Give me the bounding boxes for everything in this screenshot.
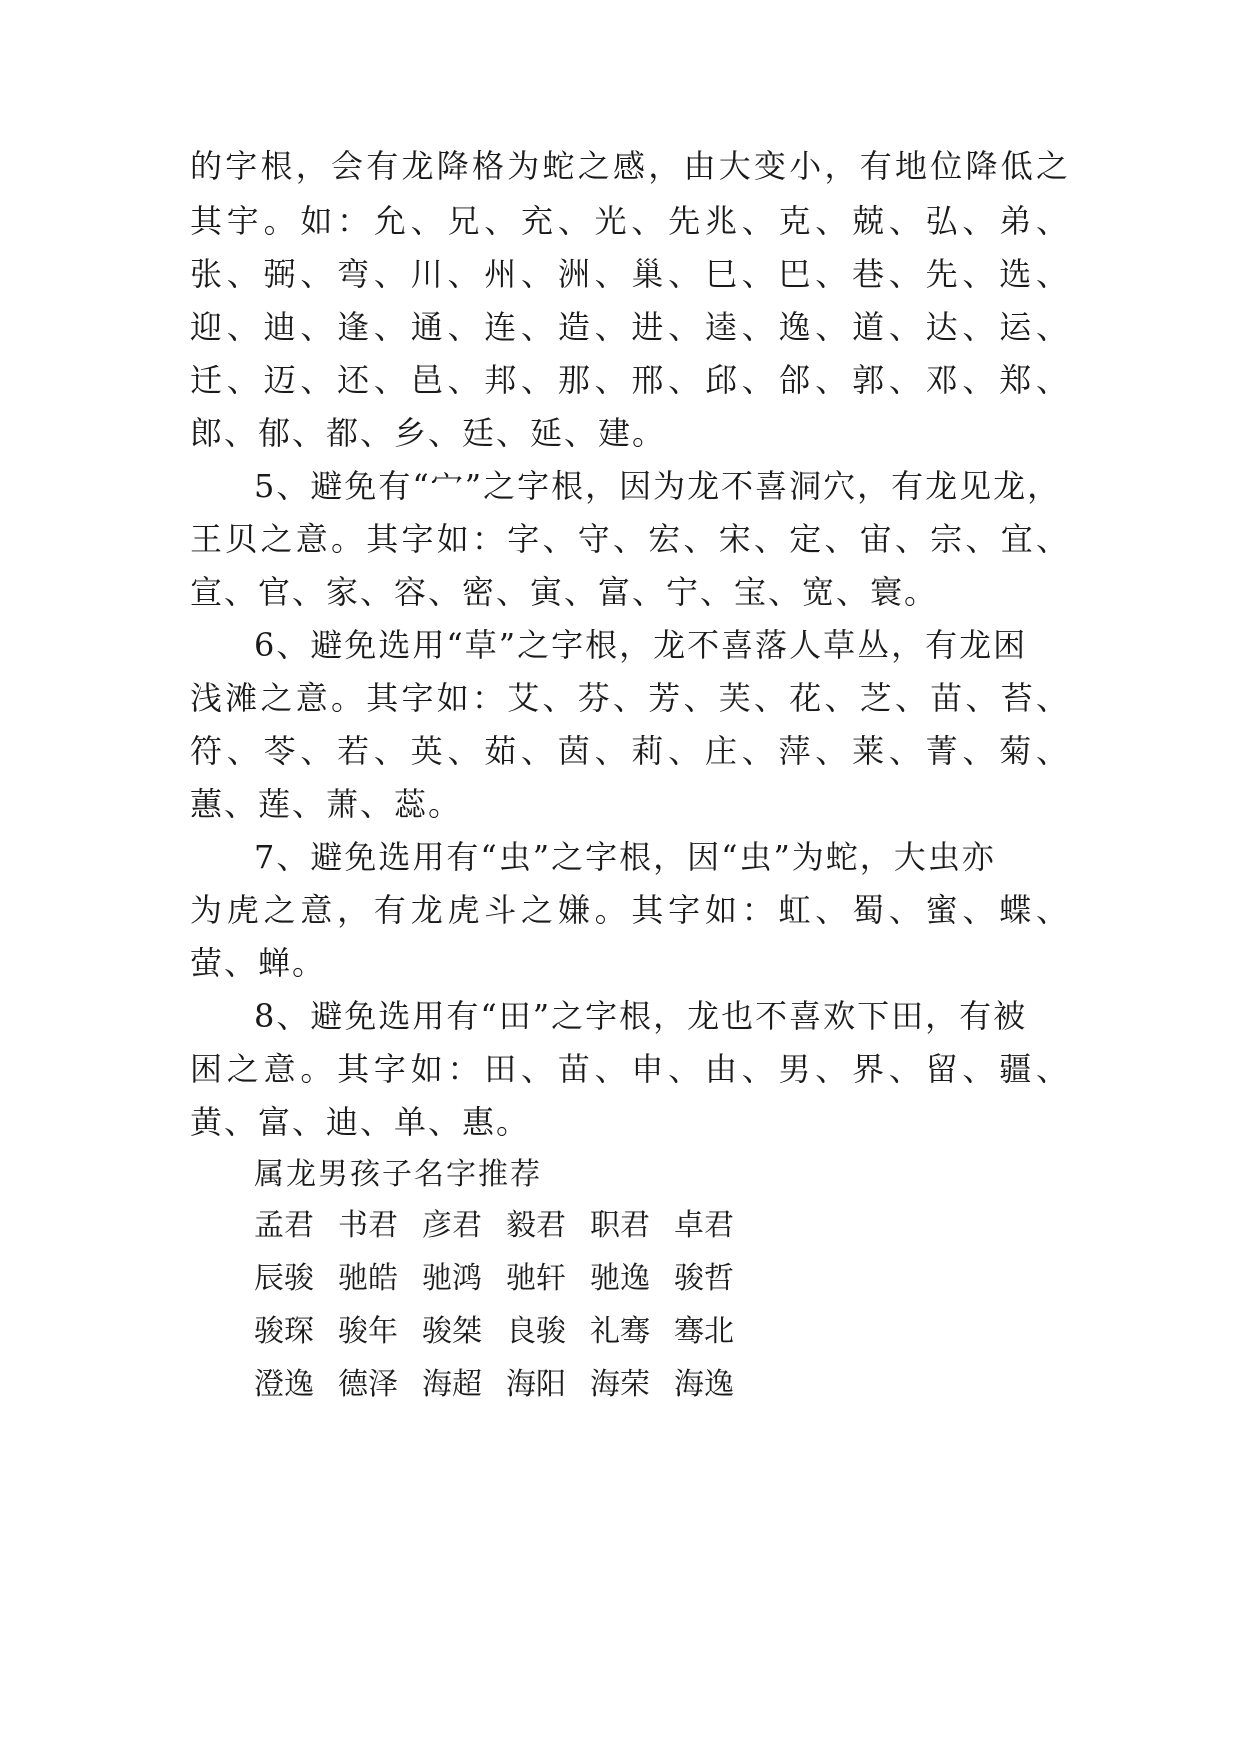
name-item: 骏琛 xyxy=(254,1314,314,1349)
paragraph-6-start: 6、避免选用“草”之字根，龙不喜落人草丛，有龙困 xyxy=(254,626,1028,664)
paragraph-7-start: 7、避免选用有“虫”之字根，因“虫”为蛇，大虫亦 xyxy=(254,838,996,876)
name-row xyxy=(254,1259,758,1299)
name-item: 骏桀 xyxy=(422,1314,482,1349)
name-item: 卓君 xyxy=(674,1208,734,1243)
name-item: 辰骏 xyxy=(254,1261,314,1296)
name-item: 骏哲 xyxy=(674,1261,734,1296)
name-list-heading: 属龙男孩子名字推荐 xyxy=(254,1157,542,1192)
name-row xyxy=(254,1365,758,1405)
name-item: 海超 xyxy=(422,1367,482,1402)
text-line: 张、弼、弯、川、州、洲、巢、巳、巴、巷、先、选、 xyxy=(190,255,1070,293)
name-item: 职君 xyxy=(590,1208,650,1243)
text-line: 困之意。其字如：田、苗、申、由、男、界、留、疆、 xyxy=(190,1050,1070,1088)
name-item: 书君 xyxy=(338,1208,398,1243)
name-item: 驰逸 xyxy=(590,1261,650,1296)
name-item: 毅君 xyxy=(506,1208,566,1243)
name-item: 驰鸿 xyxy=(422,1261,482,1296)
name-row xyxy=(254,1206,758,1246)
name-item: 海荣 xyxy=(590,1367,650,1402)
name-item: 驰轩 xyxy=(506,1261,566,1296)
text-line: 萤、蝉。 xyxy=(190,944,327,982)
paragraph-8-start: 8、避免选用有“田”之字根，龙也不喜欢下田，有被 xyxy=(254,997,1028,1035)
paragraph-5-start: 5、避免有“宀”之字根，因为龙不喜洞穴，有龙见龙， xyxy=(254,467,1062,505)
name-row xyxy=(254,1312,758,1352)
name-item: 骏年 xyxy=(338,1314,398,1349)
text-line: 符、苓、若、英、茹、茵、莉、庄、萍、莱、菁、菊、 xyxy=(190,732,1070,770)
name-item: 彦君 xyxy=(422,1208,482,1243)
name-item: 海逸 xyxy=(674,1367,734,1402)
text-line: 的字根，会有龙降格为蛇之感，由大变小，有地位降低之 xyxy=(190,147,1070,185)
text-line: 蕙、莲、萧、蕊。 xyxy=(190,785,463,823)
text-line: 宣、官、家、容、密、寅、富、宁、宝、宽、寰。 xyxy=(190,573,939,611)
text-line: 为虎之意，有龙虎斗之嫌。其字如：虹、蜀、蜜、蝶、 xyxy=(190,891,1070,929)
text-line: 浅滩之意。其字如：艾、芬、芳、芙、花、芝、苗、苔、 xyxy=(190,679,1070,717)
text-line: 郎、郁、都、乡、廷、延、建。 xyxy=(190,414,667,452)
name-item: 礼骞 xyxy=(590,1314,650,1349)
name-item: 澄逸 xyxy=(254,1367,314,1402)
name-item: 骞北 xyxy=(674,1314,734,1349)
text-line: 王贝之意。其字如：字、守、宏、宋、定、宙、宗、宜、 xyxy=(190,520,1070,558)
text-line: 迁、迈、还、邑、邦、那、邢、邱、郃、郭、邓、郑、 xyxy=(190,361,1070,399)
name-item: 驰皓 xyxy=(338,1261,398,1296)
name-item: 良骏 xyxy=(506,1314,566,1349)
text-line: 其宇。如：允、兄、充、光、先兆、克、兢、弘、弟、 xyxy=(190,202,1070,240)
name-item: 海阳 xyxy=(506,1367,566,1402)
text-line: 黄、富、迪、单、惠。 xyxy=(190,1103,531,1141)
text-line: 迎、迪、逢、通、连、造、进、逵、逸、道、达、运、 xyxy=(190,308,1070,346)
name-item: 德泽 xyxy=(338,1367,398,1402)
name-item: 孟君 xyxy=(254,1208,314,1243)
